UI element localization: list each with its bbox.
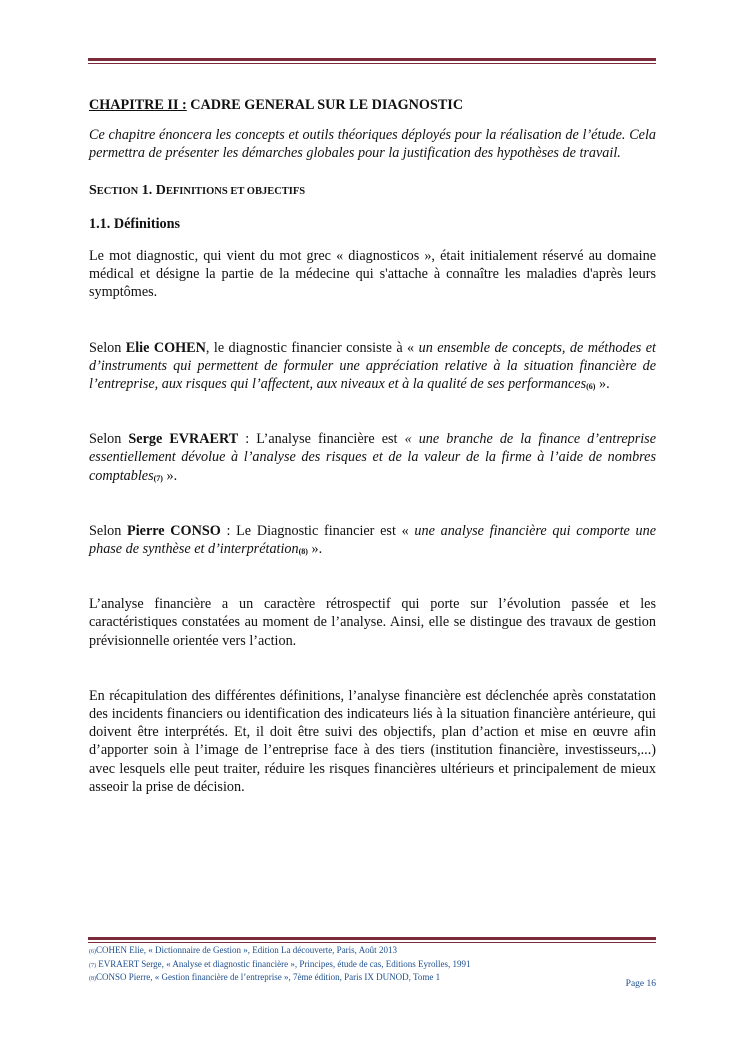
author-name: Serge EVRAERT [128,431,239,448]
paragraph-definition-origin: Le mot diagnostic, qui vient du mot grec « diagnosticos », était initialement réservé au domaine médical et désigne la partie de la médecine qui s'attache à connaître les maladies d'après leurs symptômes. [89,248,656,301]
chapter-heading [89,96,656,114]
footnote-7: (7) EVRAERT Serge, « Analyse et diagnostic financière », Principes, étude de cas, Editions Eyrolles, 1991 [89,958,471,969]
footnotes [89,945,656,986]
footnote-ref: (8) [298,547,308,557]
chapter-intro: Ce chapitre énoncera les concepts et outils théoriques déployés pour la réalisation de l’étude. Cela permettra de présenter les démarches globales pour la justification des hypothèses de travail. [89,127,656,162]
page-number: Page 16 [625,979,656,989]
paragraph-summary: En récapitulation des différentes définitions, l’analyse financière est déclenchée après constatation des incidents financiers ou identification des indicateurs liés à la situation financière antérieure, qui doivent être interprétés. Et, il doit être suivi des objectifs, plan d’action et mise en œuvre afin d’apporter soin à l’image de l’entreprise face à des tiers (institution financière, investisseurs,...) avec lesquels elle peut traiter, réduire les risques financières ultérieurs et principalement de mieux asseoir la prise de décision. [89,687,656,795]
page-body [89,96,656,833]
footnote-8: (8)CONSO Pierre, « Gestion financière de l’entreprise », 7ème édition, Paris IX DUNOD, Tome 1 [89,972,441,982]
section-heading: SECTION 1. DEFINITIONS ET OBJECTIFS [89,182,306,198]
footnote-ref: (7) [153,473,163,483]
paragraph-cohen: Selon Elie COHEN, le diagnostic financier consiste à « un ensemble de concepts, de méthodes et d’instruments qui permettent de formuler une appréciation relative à la situation financière de l’entreprise, aux risques qui l’affectent, aux niveaux et à la qualité de ses performances$_{(6)}$ ». [89,339,656,393]
paragraph-conso: Selon Pierre CONSO : Le Diagnostic financier est « une analyse financière qui comporte une phase de synthèse et d’interprétation$_{(8)}$ ». [89,522,657,558]
paragraph-retrospective: L’analyse financière a un caractère rétrospectif qui porte sur l’évolution passée et les caractéristiques constatées au moment de l’analyse. Ainsi, elle se distingue des travaux de gestion prévisionnelle orientée vers l’action. [89,596,656,649]
chapter-label: CHAPITRE II : [89,97,187,113]
header-rule [88,58,656,64]
author-name: Elie COHEN [125,339,206,356]
footnote-ref: (6) [586,382,596,392]
chapter-title: CADRE GENERAL SUR LE DIAGNOSTIC [186,97,464,113]
footnote-6: (6)COHEN Elie, « Dictionnaire de Gestion », Edition La découverte, Paris, Août 2013 [89,945,397,955]
subsection-heading: 1.1. Définitions [89,215,181,232]
author-name: Pierre CONSO [127,522,221,539]
paragraph-evraert: Selon Serge EVRAERT : L’analyse financière est « une branche de la finance d’entreprise essentiellement dévolue à l’analyse des risques et de la valeur de la firme à l’aide de nombres comptables$_{(7)}$ ». [89,431,657,484]
footnote-rule [88,937,656,943]
